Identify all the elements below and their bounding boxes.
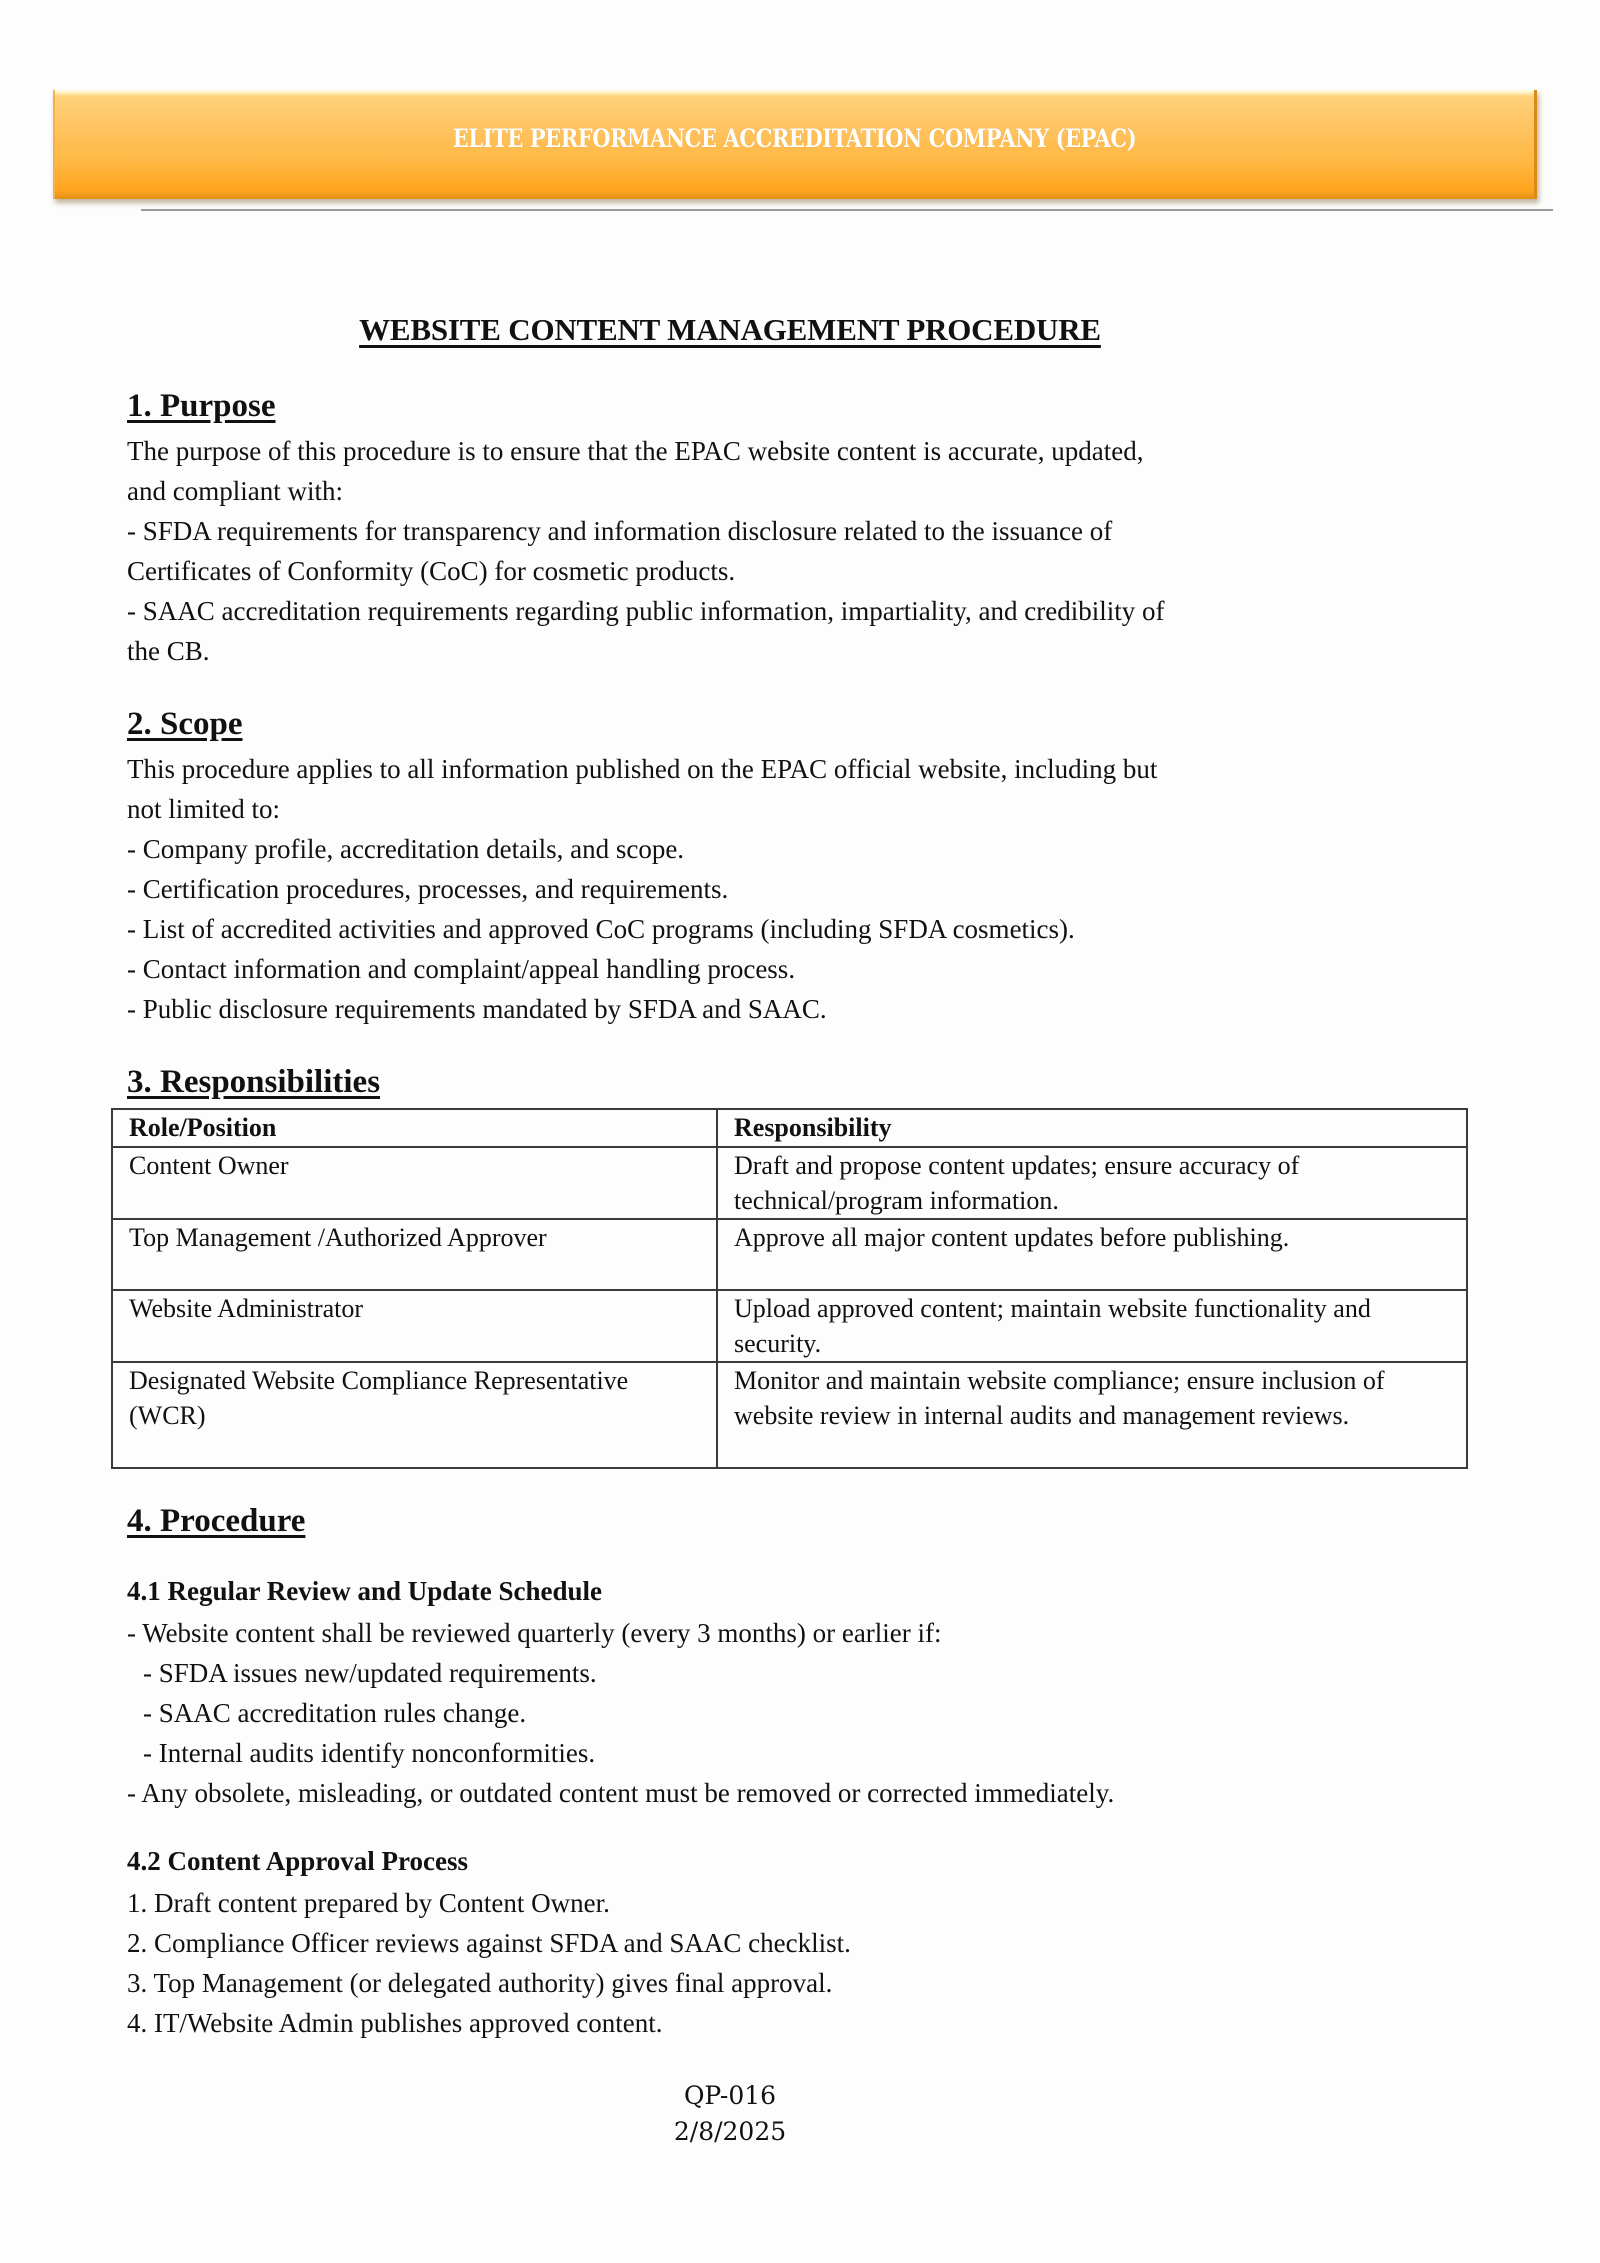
scope-line: - List of accredited activities and approved CoC programs (including SFDA cosmetics). (127, 914, 1075, 944)
approval-step: 1. Draft content prepared by Content Owner. (127, 1888, 610, 1918)
purpose-line: The purpose of this procedure is to ensure that the EPAC website content is accurate, updated, (127, 436, 1144, 466)
purpose-line: the CB. (127, 636, 210, 666)
table-row (112, 1219, 1467, 1290)
review-line: - Any obsolete, misleading, or outdated content must be removed or corrected immediately. (127, 1778, 1115, 1808)
role-cell: Content Owner (112, 1147, 717, 1219)
purpose-line: - SFDA requirements for transparency and information disclosure related to the issuance of (127, 516, 1113, 546)
role-cell: Top Management /Authorized Approver (112, 1219, 717, 1290)
column-header-responsibility: Responsibility (717, 1109, 1467, 1147)
review-subitem: - SAAC accreditation rules change. (143, 1698, 527, 1728)
scope-line: - Certification procedures, processes, and requirements. (127, 874, 729, 904)
scope-line: - Company profile, accreditation details, and scope. (127, 834, 685, 864)
review-subitem: - SFDA issues new/updated requirements. (143, 1658, 597, 1688)
page-footer (0, 2078, 1460, 2150)
table-header-row (112, 1109, 1467, 1147)
section-heading-procedure: 4. Procedure (127, 1503, 306, 1539)
review-subitem: - Internal audits identify nonconformities. (143, 1738, 596, 1768)
review-body (127, 1613, 1114, 1813)
document-title: WEBSITE CONTENT MANAGEMENT PROCEDURE (359, 312, 1101, 347)
section-heading-responsibilities: 3. Responsibilities (127, 1064, 381, 1100)
approval-step: 2. Compliance Officer reviews against SFDA and SAAC checklist. (127, 1928, 851, 1958)
role-cell: Designated Website Compliance Representative (WCR) (112, 1362, 717, 1468)
purpose-body (127, 431, 1164, 671)
responsibility-cell: Monitor and maintain website compliance; ensure inclusion of website review in internal audits and management reviews. (717, 1362, 1467, 1468)
review-line: - Website content shall be reviewed quarterly (every 3 months) or earlier if: (127, 1618, 942, 1648)
responsibilities-table (111, 1108, 1468, 1469)
header-divider (141, 209, 1553, 211)
approval-body (127, 1883, 851, 2043)
purpose-line: and compliant with: (127, 476, 343, 506)
responsibility-cell: Upload approved content; maintain website functionality and security. (717, 1290, 1467, 1362)
scope-line: - Public disclosure requirements mandated by SFDA and SAAC. (127, 994, 827, 1024)
table-row (112, 1362, 1467, 1468)
approval-step: 3. Top Management (or delegated authority) gives final approval. (127, 1968, 833, 1998)
scope-line: not limited to: (127, 794, 280, 824)
approval-step: 4. IT/Website Admin publishes approved content. (127, 2008, 663, 2038)
column-header-role: Role/Position (112, 1109, 717, 1147)
company-name: ELITE PERFORMANCE ACCREDITATION COMPANY (EPAC) (452, 124, 1137, 153)
company-header-band (53, 90, 1537, 199)
table-row (112, 1147, 1467, 1219)
role-cell: Website Administrator (112, 1290, 717, 1362)
scope-line: This procedure applies to all information published on the EPAC official website, including but (127, 754, 1158, 784)
subsection-heading-review: 4.1 Regular Review and Update Schedule (127, 1576, 603, 1606)
responsibility-cell: Approve all major content updates before publishing. (717, 1219, 1467, 1290)
document-date: 2/8/2025 (673, 2117, 787, 2146)
document-code: QP-016 (683, 2081, 777, 2110)
purpose-line: - SAAC accreditation requirements regarding public information, impartiality, and credibility of (127, 596, 1165, 626)
section-heading-purpose: 1. Purpose (127, 388, 276, 424)
purpose-line: Certificates of Conformity (CoC) for cosmetic products. (127, 556, 736, 586)
subsection-heading-approval: 4.2 Content Approval Process (127, 1846, 469, 1876)
responsibility-cell: Draft and propose content updates; ensure accuracy of technical/program information. (717, 1147, 1467, 1219)
table-row (112, 1290, 1467, 1362)
scope-body (127, 749, 1157, 1029)
section-heading-scope: 2. Scope (127, 706, 243, 742)
scope-line: - Contact information and complaint/appeal handling process. (127, 954, 796, 984)
